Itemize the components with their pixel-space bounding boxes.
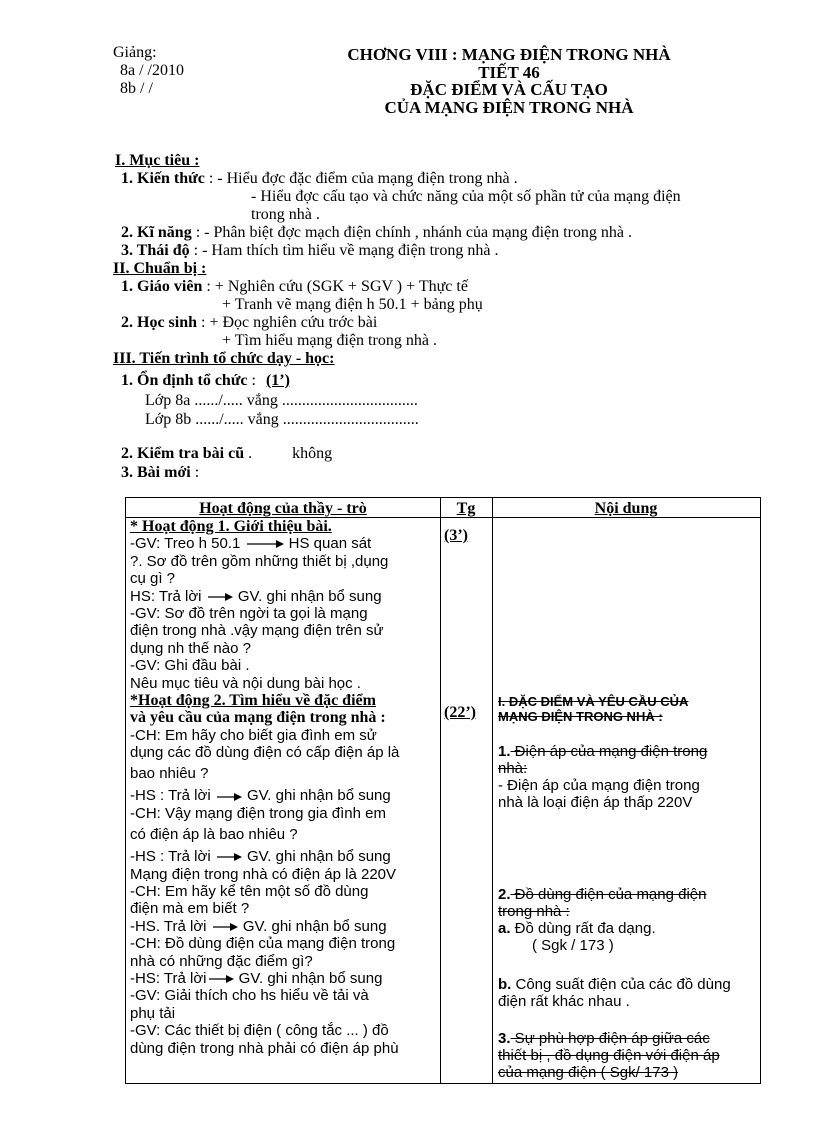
knowledge-text-3: trong nhà . (251, 206, 320, 223)
teacher-text-1: : + Nghiên cứu (SGK + SGV ) + Thực tế (206, 278, 468, 295)
knowledge-text-1: : - Hiểu đợc đặc điểm của mạng điện trong nhà . (208, 170, 518, 187)
item-2a-text: Đồ dùng rất đa dạng. (510, 920, 656, 937)
activity-2-heading (130, 692, 444, 709)
homework-check-sep: . (248, 445, 253, 462)
activity-line: dụng các đồ dùng điện có cấp điện áp là (130, 744, 400, 762)
activity-line: -CH: Đồ dùng điện của mạng điện trong (130, 935, 396, 953)
activity-line: -CH: Em hãy kể tên một số đồ dùng (130, 883, 369, 901)
organization-row (121, 372, 290, 390)
activity-line: dụng nh thế nào ? (130, 639, 251, 657)
objectives-heading: I. Mục tiêu : (115, 152, 200, 169)
item-3-title-b: thiết bị , đồ dụng điện với điện áp (498, 1047, 720, 1064)
activity-line: -GV: Giải thích cho hs hiểu về tải và (130, 987, 369, 1005)
new-lesson-row (121, 464, 199, 482)
knowledge-row (121, 170, 518, 188)
activity-line (130, 970, 444, 987)
header-content: Nội dung (594, 500, 658, 517)
activity-column (130, 518, 444, 1057)
activity-text: -HS: Trả lời (130, 969, 207, 987)
item-2-title-b: trong nhà : (498, 903, 570, 920)
activity-text: GV. ghi nhận bổ sung (233, 587, 382, 605)
lesson-title-line2: CỦA MẠNG ĐIỆN TRONG NHÀ (384, 98, 634, 117)
item-2b-text-b: điện rất khác nhau . (498, 993, 630, 1010)
content-item-2b (498, 976, 760, 1010)
new-lesson-sep: : (194, 464, 200, 481)
class-8b-date: 8b / / (120, 80, 153, 97)
skill-label: 2. Kĩ năng (121, 224, 192, 241)
activity-text: HS: Trả lời (130, 587, 206, 605)
time-activity-1: (3’) (444, 527, 468, 544)
preparation-heading: II. Chuẩn bị : (113, 260, 207, 277)
item-3-title (498, 1030, 760, 1047)
activity-line: Nêu mục tiêu và nội dung bài học . (130, 674, 361, 692)
attitude-label: 3. Thái độ (121, 242, 190, 259)
activity-text: GV. ghi nhận bổ sung (238, 917, 387, 935)
organization-sep: : (251, 372, 256, 389)
item-2b-text-a: Công suất điện của các đồ dùng (511, 976, 731, 993)
item-1-text-b: nhà là loại điện áp thấp 220V (498, 794, 693, 811)
item-1-title (498, 743, 760, 760)
attendance-8a: Lớp 8a ....../..... vắng .................................. (145, 392, 418, 409)
knowledge-text-2: - Hiểu đợc cấu tạo và chức năng của một số phần tử của mạng điện (251, 188, 681, 205)
process-heading: III. Tiến trình tổ chức dạy - học: (113, 350, 335, 367)
item-1-number: 1. (498, 743, 511, 760)
skill-row (121, 224, 632, 242)
activity-line: điện trong nhà .vậy mạng điện trên sử (130, 622, 384, 640)
activity-text: -HS : Trả lời (130, 787, 215, 805)
giang-label: Giảng: (113, 44, 157, 61)
arrow-right-icon (215, 792, 243, 802)
student-label: 2. Học sinh (121, 314, 198, 331)
activity-text: -HS. Trả lời (130, 917, 211, 935)
item-2a-ref: ( Sgk / 173 ) (532, 937, 614, 954)
activity-line: dùng điện trong nhà phải có điện áp phù (130, 1039, 399, 1057)
activity-text: GV. ghi nhận bổ sung (242, 848, 391, 866)
activity-line: cụ gì ? (130, 570, 176, 588)
student-row (121, 314, 377, 332)
item-2-title (498, 886, 760, 903)
content-item-1 (498, 743, 760, 811)
activity-line (130, 535, 444, 552)
content-section-1 (498, 694, 760, 724)
activity-line (130, 848, 444, 865)
homework-check-value: không (292, 445, 333, 462)
teacher-text-2: + Tranh vẽ mạng điện h 50.1 + bảng phụ (222, 296, 483, 313)
lesson-title-line1: ĐẶC ĐIỂM VÀ CẤU TẠO (410, 80, 608, 99)
activity-line: -CH: Em hãy cho biết gia đình em sử (130, 726, 377, 744)
activity-1-title: * Hoạt động 1. Giới thiệu bài. (130, 518, 332, 535)
activity-line: có điện áp là bao nhiêu ? (130, 826, 298, 844)
item-1-title-b: nhà: (498, 760, 528, 777)
organization-time: (1’) (265, 372, 290, 389)
activity-text: HS quan sát (284, 535, 372, 553)
content-item-2 (498, 886, 760, 954)
item-2-number: 2. (498, 886, 511, 903)
activity-2-title: *Hoạt động 2. Tìm hiểu về đặc điểm (130, 691, 376, 709)
activity-line: -GV: Sơ đồ trên ngời ta gọi là mạng (130, 604, 368, 622)
lesson-table (125, 497, 761, 1084)
arrow-right-icon (207, 974, 235, 984)
activity-text: GV. ghi nhận bổ sung (234, 969, 383, 987)
organization-label: 1. Ổn định tổ chức (121, 372, 248, 389)
activity-line (130, 787, 444, 804)
activity-line: nhà có những đặc điểm gì? (130, 952, 313, 970)
activity-line: phụ tải (130, 1004, 176, 1022)
activity-line: bao nhiêu ? (130, 765, 209, 783)
item-1-title-a: Điện áp của mạng điện trong (510, 743, 708, 760)
student-text-1: : + Đọc nghiên cứu trớc bài (201, 314, 378, 331)
teacher-label: 1. Giáo viên (121, 278, 203, 295)
homework-check-label: 2. Kiểm tra bài cũ (121, 445, 245, 462)
item-2a-label: a. (498, 920, 511, 937)
activity-2-heading-cont: và yêu cầu của mạng điện trong nhà : (130, 709, 386, 727)
activity-line (130, 918, 444, 935)
arrow-right-icon (245, 539, 285, 549)
item-2b (498, 976, 760, 993)
attitude-row (121, 242, 498, 260)
section-1-title-line2: MẠNG ĐIỆN TRONG NHÀ : (498, 709, 663, 724)
teacher-row (121, 278, 468, 296)
new-lesson-label: 3. Bài mới (121, 464, 191, 481)
chapter-title: CHƠNG VIII : MẠNG ĐIỆN TRONG NHÀ (347, 45, 671, 64)
item-3-title-a: Sự phù hợp điện áp giữa các (510, 1030, 710, 1047)
student-text-2: + Tìm hiểu mạng điện trong nhà . (222, 332, 437, 349)
table-divider-2 (492, 498, 493, 1083)
activity-line: Mạng điện trong nhà có điện áp là 220V (130, 865, 397, 883)
arrow-right-icon (206, 592, 234, 602)
item-3-title-c: của mạng điện ( Sgk/ 173 ) (498, 1064, 679, 1081)
attendance-8b: Lớp 8b ....../..... vắng .................................. (145, 411, 419, 428)
activity-text: -GV: Treo h 50.1 (130, 535, 245, 553)
header-time: Tg (456, 500, 476, 517)
activity-line: điện mà em biết ? (130, 900, 250, 918)
attitude-text: : - Ham thích tìm hiểu về mạng điện trong nhà . (193, 242, 499, 259)
item-3-number: 3. (498, 1030, 511, 1047)
item-2b-label: b. (498, 976, 512, 993)
activity-1-heading (130, 518, 444, 535)
item-2a (498, 920, 760, 937)
arrow-right-icon (215, 852, 243, 862)
activity-line: -GV: Ghi đầu bài . (130, 657, 250, 675)
activity-text: GV. ghi nhận bổ sung (242, 787, 391, 805)
class-8a-date: 8a / /2010 (120, 62, 184, 79)
activity-line (130, 588, 444, 605)
section-1-title-line1: I. ĐẶC ĐIỂM VÀ YÊU CẦU CỦA (498, 694, 689, 709)
knowledge-label: 1. Kiến thức (121, 170, 205, 187)
lesson-number: TIẾT 46 (478, 63, 540, 82)
time-activity-2: (22’) (444, 704, 476, 721)
content-item-3 (498, 1030, 760, 1081)
homework-check-row (121, 445, 332, 463)
item-2-title-a: Đồ dùng điện của mạng điện (510, 886, 707, 903)
activity-line: -GV: Các thiết bị điện ( công tắc ... ) đồ (130, 1022, 389, 1040)
activity-line: ?. Sơ đồ trên gồm những thiết bị ,dụng (130, 552, 389, 570)
arrow-right-icon (211, 922, 239, 932)
activity-line: -CH: Vậy mạng điện trong gia đình em (130, 804, 386, 822)
skill-text: : - Phân biệt đợc mạch điện chính , nhánh của mạng điện trong nhà . (195, 224, 633, 241)
header-activity: Hoạt động của thầy - trò (199, 500, 367, 517)
activity-text: -HS : Trả lời (130, 848, 215, 866)
item-1-text-a: - Điện áp của mạng điện trong (498, 777, 700, 794)
